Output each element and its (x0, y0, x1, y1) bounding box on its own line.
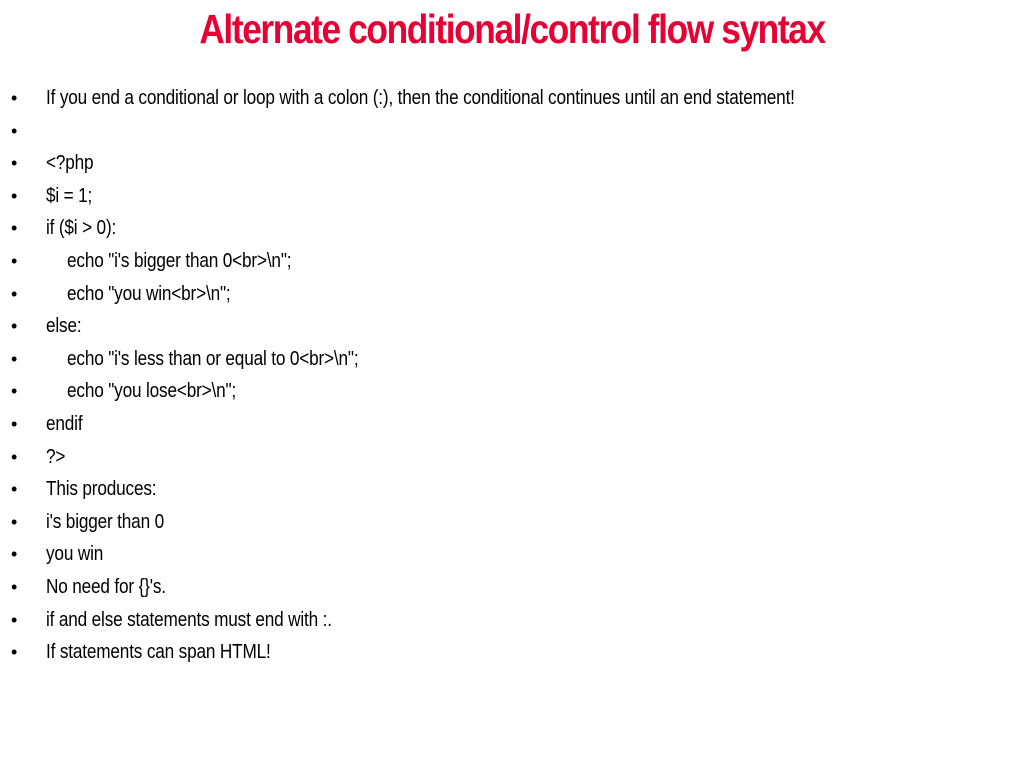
code-line: endif (46, 412, 83, 435)
code-line: <?php (46, 152, 94, 175)
bullet-item-code (0, 180, 1024, 213)
bullet-icon: • (11, 185, 18, 206)
bullet-item-code (0, 441, 1024, 474)
code-line: ?> (46, 445, 66, 468)
bullet-icon: • (11, 283, 18, 304)
bullet-item-code (0, 408, 1024, 441)
bullet-item-code (0, 212, 1024, 245)
code-line: echo "you lose<br>\n"; (67, 380, 237, 403)
bullet-icon: • (11, 88, 18, 108)
bullet-item-code (0, 343, 1024, 376)
bullet-icon: • (11, 250, 18, 271)
bullet-item (0, 636, 1024, 669)
bullet-item (0, 506, 1024, 539)
bullet-item-intro (0, 82, 1024, 115)
bullet-icon: • (11, 413, 18, 434)
bullet-item (0, 538, 1024, 571)
bullet-icon: • (11, 348, 18, 369)
bullet-icon: • (11, 576, 18, 597)
bullet-icon: • (11, 381, 18, 402)
code-line: $i = 1; (46, 184, 93, 207)
code-line: echo "i's less than or equal to 0<br>\n"; (67, 347, 359, 370)
code-line: echo "you win<br>\n"; (67, 282, 231, 305)
bullet-item-empty (0, 115, 1024, 148)
bullet-icon: • (11, 511, 18, 532)
bullet-icon: • (11, 218, 18, 239)
bullet-icon: • (11, 120, 18, 141)
bullet-text: If you end a conditional or loop with a colon (:), then the conditional continues until an end statement! (46, 87, 795, 109)
bullet-text: This produces: (46, 478, 157, 501)
bullet-item-code (0, 147, 1024, 180)
bullet-list (0, 82, 1024, 669)
bullet-item-code (0, 245, 1024, 278)
bullet-text: i's bigger than 0 (46, 510, 164, 533)
code-line: if ($i > 0): (46, 217, 117, 240)
bullet-text: If statements can span HTML! (46, 641, 271, 664)
bullet-icon: • (11, 446, 18, 467)
code-line: echo "i's bigger than 0<br>\n"; (67, 249, 292, 272)
code-line: else: (46, 315, 82, 338)
slide-title: Alternate conditional/control flow syntax (199, 6, 825, 52)
bullet-icon: • (11, 153, 18, 174)
bullet-icon: • (11, 479, 18, 500)
bullet-text: you win (46, 543, 104, 566)
bullet-item-code (0, 278, 1024, 311)
bullet-text: if and else statements must end with :. (46, 608, 332, 631)
bullet-item-code (0, 310, 1024, 343)
bullet-icon: • (11, 609, 18, 630)
bullet-item (0, 571, 1024, 604)
bullet-item (0, 473, 1024, 506)
bullet-icon: • (11, 316, 18, 337)
bullet-text: No need for {}'s. (46, 575, 166, 598)
bullet-icon: • (11, 544, 18, 565)
bullet-item (0, 604, 1024, 637)
bullet-item-code (0, 375, 1024, 408)
bullet-icon: • (11, 642, 18, 663)
